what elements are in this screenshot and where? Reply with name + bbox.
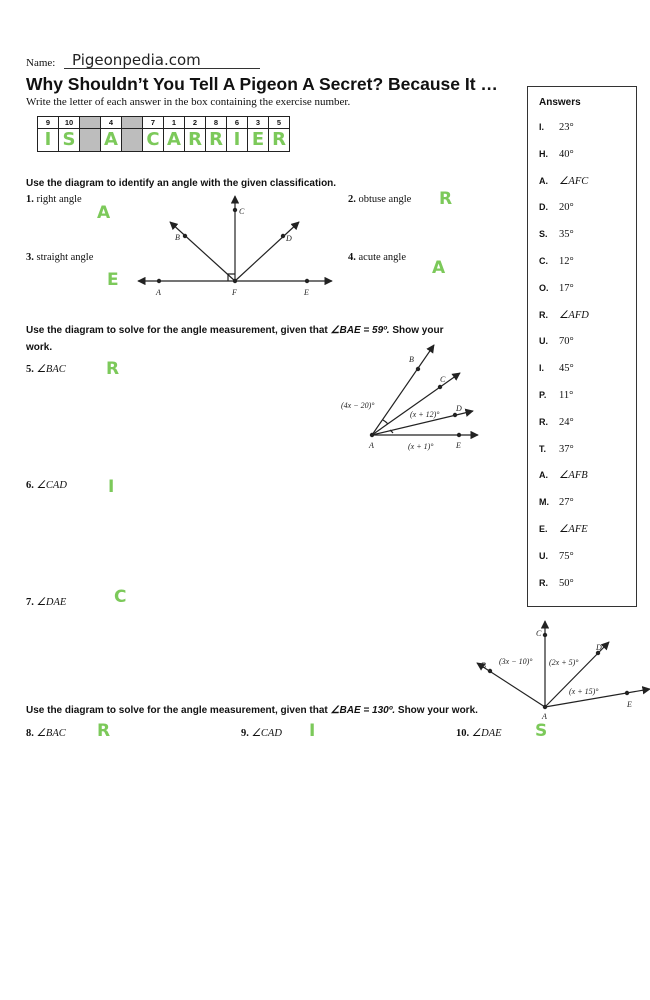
label-e: E: [304, 288, 309, 297]
angle-expression-2: (2x + 5)°: [549, 658, 579, 667]
answer-option-letter: A.: [539, 175, 548, 186]
answer-option: [539, 577, 574, 589]
answer-option-letter: U.: [539, 550, 548, 561]
name-label: Name:: [26, 57, 56, 69]
box-letter[interactable]: I: [38, 129, 59, 152]
box-letter[interactable]: I: [227, 129, 248, 152]
box-letter[interactable]: E: [248, 129, 269, 152]
name-value[interactable]: Pigeonpedia.com: [72, 51, 201, 69]
answer-1[interactable]: A: [97, 203, 111, 223]
section2-heading: Use the diagram to solve for the angle measurement, given that ∠BAE = 59º. Show your: [26, 325, 444, 336]
answer-option: [539, 282, 574, 294]
question-10: [456, 727, 502, 739]
answer-option-letter: I.: [539, 363, 545, 374]
box-number: 4: [101, 117, 122, 129]
ray-ac: [372, 373, 460, 435]
question-text: acute angle: [358, 252, 407, 263]
answer-option-value: 75°: [559, 550, 574, 562]
box-letter[interactable]: S: [59, 129, 80, 152]
box-number: 1: [164, 117, 185, 129]
answer-option-letter: R.: [539, 577, 548, 588]
box-number: 8: [206, 117, 227, 129]
ray-ab: [477, 663, 545, 707]
label-c: C: [440, 375, 446, 384]
question-number: 9.: [241, 728, 249, 739]
angle-expression-3: (x + 1)°: [408, 442, 434, 451]
given-angle: ∠BAE = 59º.: [330, 325, 390, 336]
section3-heading: Use the diagram to solve for the angle measurement, given that ∠BAE = 130º. Show your work.: [26, 705, 478, 716]
label-a: A: [156, 288, 161, 297]
answer-option: [539, 201, 574, 213]
question-text: ∠CAD: [251, 728, 282, 739]
box-letter[interactable]: R: [269, 129, 290, 152]
question-9: [241, 727, 282, 739]
answer-6[interactable]: I: [108, 477, 115, 497]
answer-option-value: 12°: [559, 256, 574, 267]
answer-option-letter: C.: [539, 256, 548, 266]
question-text: straight angle: [36, 252, 94, 263]
question-text: right angle: [36, 194, 82, 205]
box-number: 5: [269, 117, 290, 129]
ray-ab: [372, 345, 434, 435]
angle-expression-2: (x + 12)°: [410, 410, 440, 419]
question-8: [26, 727, 66, 739]
box-number: 2: [185, 117, 206, 129]
answer-option: [539, 228, 574, 240]
box-letter[interactable]: R: [206, 129, 227, 152]
answer-7[interactable]: C: [114, 587, 127, 607]
answer-option-value: ∠AFE: [559, 524, 588, 535]
label-d: D: [456, 404, 462, 413]
answer-option-value: 20°: [559, 202, 574, 214]
answer-option-value: 11°: [559, 390, 574, 401]
answer-9[interactable]: I: [309, 721, 316, 741]
answer-option-letter: U.: [539, 336, 548, 347]
question-text: ∠BAC: [36, 364, 66, 375]
answer-option: [539, 255, 574, 267]
question-7: [26, 596, 66, 608]
question-number: 10.: [456, 728, 470, 739]
question-6: [26, 479, 67, 491]
answer-option: [539, 148, 574, 160]
box-letter[interactable]: R: [185, 129, 206, 152]
answer-3[interactable]: E: [107, 270, 119, 290]
answer-option-letter: H.: [539, 148, 548, 159]
angle-expression-3: (x + 15)°: [569, 687, 599, 696]
answer-option: [539, 121, 574, 133]
answer-option: [539, 550, 574, 562]
answer-option-value: 17°: [559, 282, 574, 294]
answer-option-value: ∠AFC: [559, 175, 589, 187]
answer-option-value: 35°: [559, 229, 574, 241]
label-d: D: [286, 234, 292, 243]
label-e: E: [456, 441, 461, 450]
diagram-2: [372, 345, 478, 435]
question-number: 3.: [26, 252, 34, 263]
answer-4[interactable]: A: [432, 258, 446, 278]
label-e: E: [627, 700, 632, 709]
label-b: B: [409, 355, 414, 364]
section2-heading-line2: work.: [26, 342, 53, 353]
answer-option: [539, 335, 574, 347]
answer-2[interactable]: R: [439, 189, 453, 209]
box-letter[interactable]: A: [101, 129, 122, 152]
box-number: 10: [59, 117, 80, 129]
instructions: Write the letter of each answer in the box containing the exercise number.: [26, 96, 351, 108]
ray-fd: [235, 222, 299, 281]
question-number: 7.: [26, 597, 34, 608]
answer-option-letter: D.: [539, 202, 548, 213]
angle-expression-1: (4x − 20)°: [341, 401, 375, 410]
box-number: 6: [227, 117, 248, 129]
answer-option-value: 50°: [559, 577, 574, 589]
answer-option-letter: R.: [539, 416, 548, 427]
answers-title: Answers: [539, 97, 581, 108]
label-c: C: [536, 629, 542, 638]
label-c: C: [239, 207, 245, 216]
answer-option-value: 27°: [559, 497, 574, 509]
label-f: F: [232, 288, 237, 297]
question-text: obtuse angle: [358, 194, 412, 205]
question-number: 8.: [26, 728, 34, 739]
answer-option-letter: S.: [539, 229, 548, 240]
box-number: 3: [248, 117, 269, 129]
answer-option-value: 23°: [559, 122, 574, 133]
answer-option-value: 40°: [559, 148, 574, 160]
page-title: Why Shouldn’t You Tell A Pigeon A Secret? Because It …: [26, 74, 498, 94]
box-letter[interactable]: A: [164, 129, 185, 152]
box-number: 7: [143, 117, 164, 129]
question-number: 6.: [26, 480, 34, 491]
answer-option: [539, 469, 588, 481]
box-letter[interactable]: C: [143, 129, 164, 152]
label-a: A: [542, 712, 547, 721]
answer-option-letter: P.: [539, 390, 547, 400]
answer-5[interactable]: R: [106, 359, 120, 379]
given-angle: ∠BAE = 130º.: [330, 705, 396, 716]
answer-10[interactable]: S: [535, 721, 548, 741]
label-b: B: [175, 233, 180, 242]
angle-expression-1: (3x − 10)°: [499, 657, 533, 666]
answer-option: [539, 416, 574, 428]
question-5: [26, 363, 66, 375]
answer-option-value: ∠AFD: [559, 309, 589, 321]
question-number: 5.: [26, 364, 34, 375]
question-number: 4.: [348, 252, 356, 263]
answer-8[interactable]: R: [97, 721, 111, 741]
answer-option: [539, 175, 588, 187]
question-text: ∠BAC: [36, 728, 66, 739]
label-b: B: [481, 661, 486, 670]
question-number: 2.: [348, 194, 356, 205]
answer-option-value: ∠AFB: [559, 470, 588, 482]
box-number: 9: [38, 117, 59, 129]
answer-option-value: 24°: [559, 416, 574, 428]
question-number: 1.: [26, 194, 34, 205]
ray-fb: [170, 222, 235, 281]
answer-option-letter: M.: [539, 497, 549, 508]
question-text: ∠CAD: [36, 480, 67, 491]
answer-option: [539, 443, 574, 455]
answer-option-letter: T.: [539, 443, 547, 454]
question-text: ∠DAE: [36, 597, 67, 608]
label-d: D: [596, 643, 602, 652]
answer-option-letter: I.: [539, 122, 545, 132]
answer-option-value: 45°: [559, 363, 574, 375]
diagram-1-points: [157, 208, 309, 283]
answers-panel: [527, 86, 637, 607]
answer-option: [539, 523, 588, 535]
answer-option-letter: A.: [539, 470, 548, 481]
answer-option: [539, 496, 574, 508]
answer-option-value: 37°: [559, 443, 574, 455]
section1-heading: Use the diagram to identify an angle with the given classification.: [26, 178, 337, 189]
answer-option: [539, 309, 589, 321]
answer-option-value: 70°: [559, 336, 574, 348]
label-a: A: [369, 441, 374, 450]
question-text: ∠DAE: [471, 728, 502, 739]
answer-option-letter: E.: [539, 524, 548, 534]
answer-option-letter: R.: [539, 309, 548, 320]
answer-option: [539, 362, 574, 374]
answer-option-letter: O.: [539, 282, 549, 293]
answer-option: [539, 389, 573, 401]
